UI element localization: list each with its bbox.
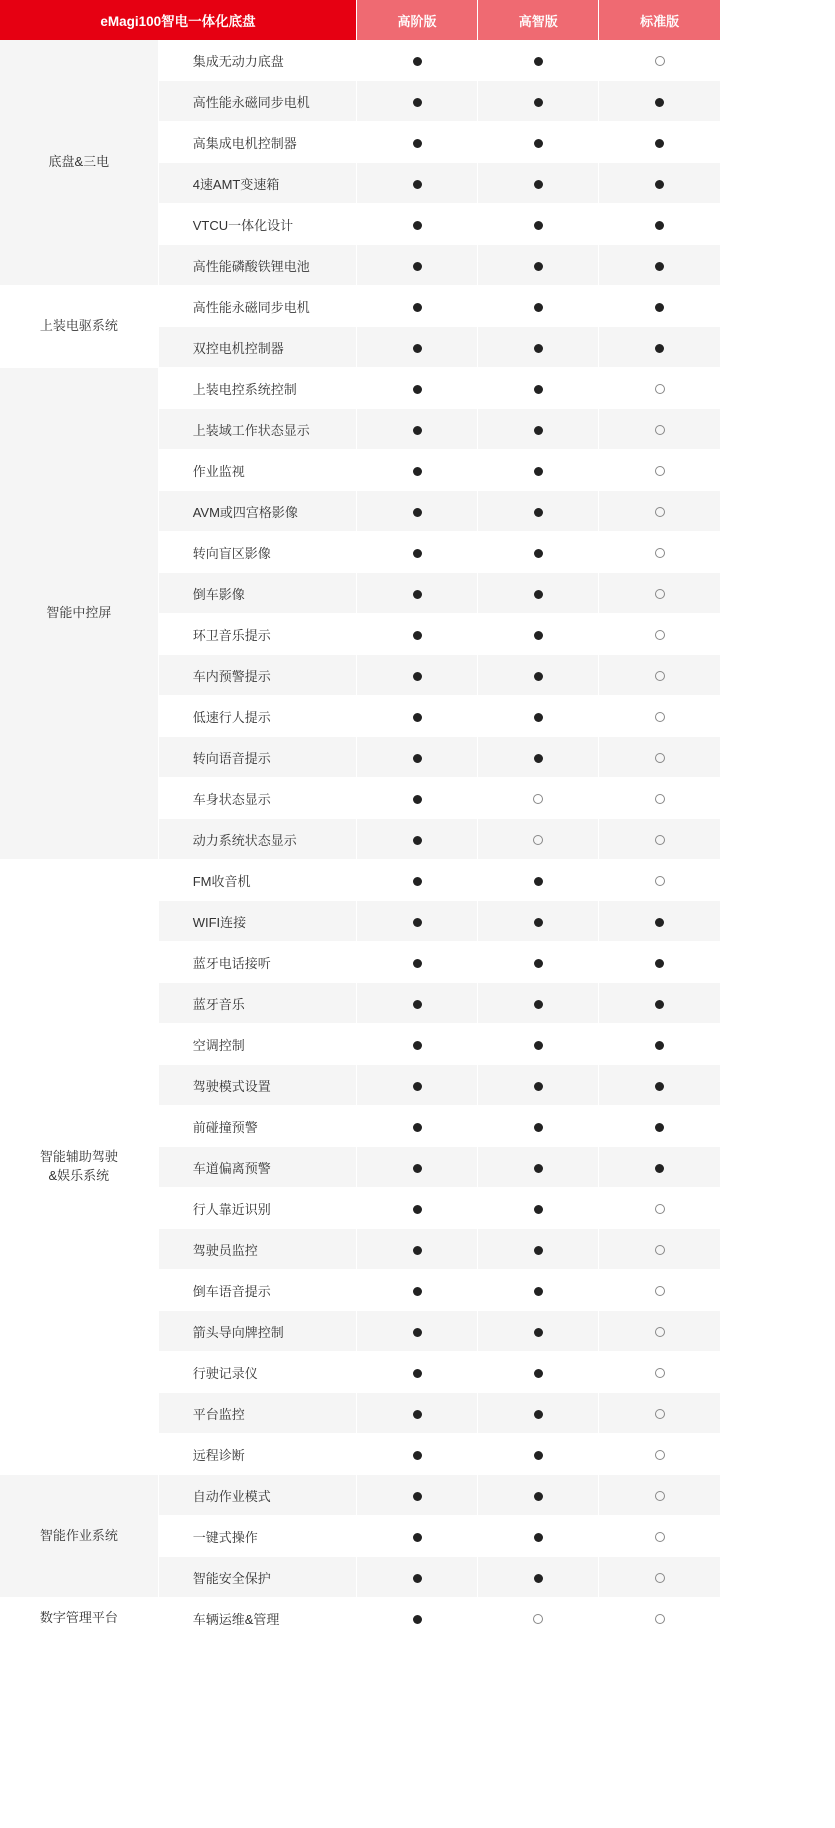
feature-label: 高性能永磁同步电机 — [158, 81, 356, 122]
optional-dot-icon — [655, 548, 665, 558]
availability-mark-3 — [599, 81, 720, 122]
standard-dot-icon — [534, 549, 543, 558]
feature-label: 自动作业模式 — [158, 1475, 356, 1516]
availability-mark-1 — [356, 1311, 477, 1352]
availability-mark-2 — [478, 368, 599, 409]
standard-dot-icon — [413, 1451, 422, 1460]
availability-mark-3 — [599, 1557, 720, 1598]
availability-mark-1 — [356, 245, 477, 286]
availability-mark-1 — [356, 1393, 477, 1434]
optional-dot-icon — [533, 794, 543, 804]
availability-mark-3 — [599, 1147, 720, 1188]
availability-mark-3 — [599, 163, 720, 204]
feature-label: 低速行人提示 — [158, 696, 356, 737]
standard-dot-icon — [534, 918, 543, 927]
feature-label: 驾驶模式设置 — [158, 1065, 356, 1106]
standard-dot-icon — [655, 1082, 664, 1091]
availability-mark-1 — [356, 163, 477, 204]
table-row — [0, 1598, 720, 1639]
standard-dot-icon — [413, 1369, 422, 1378]
standard-dot-icon — [655, 98, 664, 107]
feature-label: 行驶记录仪 — [158, 1352, 356, 1393]
availability-mark-2 — [478, 450, 599, 491]
standard-dot-icon — [413, 1574, 422, 1583]
availability-mark-2 — [478, 614, 599, 655]
availability-mark-3 — [599, 860, 720, 901]
optional-dot-icon — [655, 1286, 665, 1296]
availability-mark-1 — [356, 1147, 477, 1188]
standard-dot-icon — [413, 1287, 422, 1296]
availability-mark-3 — [599, 778, 720, 819]
feature-label: 智能安全保护 — [158, 1557, 356, 1598]
feature-label: 高性能磷酸铁锂电池 — [158, 245, 356, 286]
feature-label: 蓝牙音乐 — [158, 983, 356, 1024]
standard-dot-icon — [534, 1205, 543, 1214]
table-body — [0, 40, 720, 1639]
availability-mark-2 — [478, 737, 599, 778]
standard-dot-icon — [534, 385, 543, 394]
standard-dot-icon — [534, 1451, 543, 1460]
feature-label: 转向盲区影像 — [158, 532, 356, 573]
availability-mark-2 — [478, 532, 599, 573]
standard-dot-icon — [413, 754, 422, 763]
availability-mark-2 — [478, 1434, 599, 1475]
standard-dot-icon — [413, 1041, 422, 1050]
standard-dot-icon — [534, 631, 543, 640]
standard-dot-icon — [534, 467, 543, 476]
availability-mark-2 — [478, 778, 599, 819]
group-label: 智能中控屏 — [0, 368, 158, 860]
availability-mark-3 — [599, 327, 720, 368]
optional-dot-icon — [533, 1614, 543, 1624]
availability-mark-2 — [478, 1352, 599, 1393]
optional-dot-icon — [655, 712, 665, 722]
optional-dot-icon — [655, 1532, 665, 1542]
availability-mark-2 — [478, 1147, 599, 1188]
availability-mark-1 — [356, 491, 477, 532]
trim-column-header-2: 高智版 — [478, 0, 599, 40]
feature-label: FM收音机 — [158, 860, 356, 901]
availability-mark-1 — [356, 1024, 477, 1065]
availability-mark-1 — [356, 450, 477, 491]
availability-mark-3 — [599, 614, 720, 655]
feature-label: 作业监视 — [158, 450, 356, 491]
standard-dot-icon — [655, 139, 664, 148]
standard-dot-icon — [413, 221, 422, 230]
table-row — [0, 1475, 720, 1516]
feature-label: WIFI连接 — [158, 901, 356, 942]
optional-dot-icon — [655, 1573, 665, 1583]
availability-mark-2 — [478, 286, 599, 327]
availability-mark-2 — [478, 860, 599, 901]
standard-dot-icon — [413, 1000, 422, 1009]
availability-mark-1 — [356, 1270, 477, 1311]
availability-mark-2 — [478, 573, 599, 614]
feature-label: 远程诊断 — [158, 1434, 356, 1475]
availability-mark-3 — [599, 286, 720, 327]
availability-mark-1 — [356, 286, 477, 327]
feature-label: 环卫音乐提示 — [158, 614, 356, 655]
feature-label: 上装域工作状态显示 — [158, 409, 356, 450]
standard-dot-icon — [413, 467, 422, 476]
optional-dot-icon — [655, 1491, 665, 1501]
feature-label: 一键式操作 — [158, 1516, 356, 1557]
standard-dot-icon — [413, 590, 422, 599]
availability-mark-1 — [356, 1557, 477, 1598]
feature-label: 车辆运维&管理 — [158, 1598, 356, 1639]
availability-mark-1 — [356, 983, 477, 1024]
feature-label: 车内预警提示 — [158, 655, 356, 696]
availability-mark-2 — [478, 1475, 599, 1516]
standard-dot-icon — [413, 385, 422, 394]
standard-dot-icon — [413, 180, 422, 189]
standard-dot-icon — [534, 1410, 543, 1419]
optional-dot-icon — [655, 589, 665, 599]
availability-mark-3 — [599, 573, 720, 614]
availability-mark-1 — [356, 1475, 477, 1516]
optional-dot-icon — [655, 384, 665, 394]
availability-mark-2 — [478, 1598, 599, 1639]
optional-dot-icon — [655, 1245, 665, 1255]
availability-mark-3 — [599, 40, 720, 81]
availability-mark-3 — [599, 204, 720, 245]
standard-dot-icon — [534, 1000, 543, 1009]
availability-mark-1 — [356, 409, 477, 450]
availability-mark-2 — [478, 1516, 599, 1557]
availability-mark-2 — [478, 1229, 599, 1270]
standard-dot-icon — [655, 959, 664, 968]
standard-dot-icon — [413, 1123, 422, 1132]
availability-mark-1 — [356, 819, 477, 860]
availability-mark-2 — [478, 163, 599, 204]
availability-mark-2 — [478, 1188, 599, 1229]
availability-mark-3 — [599, 819, 720, 860]
feature-label: 车身状态显示 — [158, 778, 356, 819]
standard-dot-icon — [534, 1041, 543, 1050]
standard-dot-icon — [534, 139, 543, 148]
standard-dot-icon — [534, 1369, 543, 1378]
optional-dot-icon — [655, 466, 665, 476]
standard-dot-icon — [655, 262, 664, 271]
standard-dot-icon — [413, 836, 422, 845]
table-row — [0, 286, 720, 327]
feature-label: 倒车语音提示 — [158, 1270, 356, 1311]
availability-mark-1 — [356, 532, 477, 573]
optional-dot-icon — [655, 1327, 665, 1337]
availability-mark-1 — [356, 696, 477, 737]
feature-label: 蓝牙电话接听 — [158, 942, 356, 983]
availability-mark-3 — [599, 1352, 720, 1393]
availability-mark-2 — [478, 655, 599, 696]
standard-dot-icon — [655, 1164, 664, 1173]
availability-mark-3 — [599, 696, 720, 737]
availability-mark-1 — [356, 327, 477, 368]
table-row — [0, 40, 720, 81]
table-row — [0, 368, 720, 409]
optional-dot-icon — [655, 630, 665, 640]
availability-mark-1 — [356, 204, 477, 245]
availability-mark-3 — [599, 983, 720, 1024]
optional-dot-icon — [655, 835, 665, 845]
availability-mark-1 — [356, 1598, 477, 1639]
optional-dot-icon — [655, 1450, 665, 1460]
availability-mark-2 — [478, 696, 599, 737]
availability-mark-2 — [478, 983, 599, 1024]
standard-dot-icon — [534, 221, 543, 230]
availability-mark-3 — [599, 655, 720, 696]
standard-dot-icon — [413, 262, 422, 271]
availability-mark-3 — [599, 1434, 720, 1475]
availability-mark-3 — [599, 737, 720, 778]
availability-mark-2 — [478, 204, 599, 245]
feature-label: 双控电机控制器 — [158, 327, 356, 368]
feature-label: 转向语音提示 — [158, 737, 356, 778]
optional-dot-icon — [533, 835, 543, 845]
standard-dot-icon — [534, 713, 543, 722]
optional-dot-icon — [655, 671, 665, 681]
availability-mark-3 — [599, 1106, 720, 1147]
standard-dot-icon — [534, 590, 543, 599]
standard-dot-icon — [534, 754, 543, 763]
availability-mark-2 — [478, 1024, 599, 1065]
optional-dot-icon — [655, 1614, 665, 1624]
availability-mark-3 — [599, 245, 720, 286]
standard-dot-icon — [534, 1246, 543, 1255]
standard-dot-icon — [534, 262, 543, 271]
availability-mark-1 — [356, 1516, 477, 1557]
group-label: 智能作业系统 — [0, 1475, 158, 1598]
standard-dot-icon — [534, 426, 543, 435]
standard-dot-icon — [413, 918, 422, 927]
availability-mark-3 — [599, 532, 720, 573]
availability-mark-3 — [599, 1065, 720, 1106]
standard-dot-icon — [413, 1410, 422, 1419]
standard-dot-icon — [655, 344, 664, 353]
availability-mark-3 — [599, 1475, 720, 1516]
standard-dot-icon — [655, 221, 664, 230]
availability-mark-1 — [356, 1188, 477, 1229]
standard-dot-icon — [534, 1164, 543, 1173]
availability-mark-1 — [356, 40, 477, 81]
table-title: eMagi100智电一体化底盘 — [0, 0, 356, 40]
standard-dot-icon — [534, 959, 543, 968]
table-header — [0, 0, 720, 40]
availability-mark-1 — [356, 1065, 477, 1106]
standard-dot-icon — [413, 1205, 422, 1214]
availability-mark-1 — [356, 901, 477, 942]
availability-mark-3 — [599, 942, 720, 983]
standard-dot-icon — [534, 303, 543, 312]
standard-dot-icon — [413, 426, 422, 435]
standard-dot-icon — [534, 1574, 543, 1583]
group-label: 数字管理平台 — [0, 1598, 158, 1639]
standard-dot-icon — [413, 877, 422, 886]
optional-dot-icon — [655, 794, 665, 804]
group-label: 智能辅助驾驶 &娱乐系统 — [0, 860, 158, 1475]
trim-column-header-3: 标准版 — [599, 0, 720, 40]
availability-mark-1 — [356, 778, 477, 819]
feature-label: 高集成电机控制器 — [158, 122, 356, 163]
availability-mark-3 — [599, 368, 720, 409]
availability-mark-1 — [356, 942, 477, 983]
standard-dot-icon — [655, 1041, 664, 1050]
availability-mark-3 — [599, 409, 720, 450]
availability-mark-3 — [599, 901, 720, 942]
availability-mark-3 — [599, 1311, 720, 1352]
availability-mark-2 — [478, 491, 599, 532]
standard-dot-icon — [413, 344, 422, 353]
standard-dot-icon — [534, 1328, 543, 1337]
availability-mark-3 — [599, 1024, 720, 1065]
optional-dot-icon — [655, 876, 665, 886]
availability-mark-2 — [478, 1270, 599, 1311]
availability-mark-1 — [356, 368, 477, 409]
availability-mark-1 — [356, 737, 477, 778]
standard-dot-icon — [413, 795, 422, 804]
availability-mark-1 — [356, 1434, 477, 1475]
availability-mark-2 — [478, 1557, 599, 1598]
group-label: 上装电驱系统 — [0, 286, 158, 368]
standard-dot-icon — [413, 631, 422, 640]
availability-mark-2 — [478, 819, 599, 860]
availability-mark-2 — [478, 81, 599, 122]
availability-mark-2 — [478, 1311, 599, 1352]
standard-dot-icon — [534, 672, 543, 681]
feature-label: AVM或四宫格影像 — [158, 491, 356, 532]
feature-label: 4速AMT变速箱 — [158, 163, 356, 204]
feature-label: 动力系统状态显示 — [158, 819, 356, 860]
availability-mark-1 — [356, 614, 477, 655]
availability-mark-2 — [478, 245, 599, 286]
availability-mark-1 — [356, 81, 477, 122]
optional-dot-icon — [655, 425, 665, 435]
feature-label: 行人靠近识别 — [158, 1188, 356, 1229]
availability-mark-3 — [599, 450, 720, 491]
standard-dot-icon — [534, 344, 543, 353]
feature-label: 驾驶员监控 — [158, 1229, 356, 1270]
availability-mark-2 — [478, 409, 599, 450]
availability-mark-2 — [478, 122, 599, 163]
availability-mark-3 — [599, 491, 720, 532]
standard-dot-icon — [413, 1615, 422, 1624]
availability-mark-1 — [356, 122, 477, 163]
standard-dot-icon — [534, 1287, 543, 1296]
header-row — [0, 0, 720, 40]
standard-dot-icon — [534, 180, 543, 189]
feature-label: 高性能永磁同步电机 — [158, 286, 356, 327]
feature-label: 空调控制 — [158, 1024, 356, 1065]
availability-mark-2 — [478, 1065, 599, 1106]
standard-dot-icon — [655, 1000, 664, 1009]
standard-dot-icon — [413, 549, 422, 558]
standard-dot-icon — [413, 713, 422, 722]
optional-dot-icon — [655, 1409, 665, 1419]
standard-dot-icon — [534, 1533, 543, 1542]
availability-mark-3 — [599, 1188, 720, 1229]
standard-dot-icon — [655, 918, 664, 927]
optional-dot-icon — [655, 753, 665, 763]
trim-column-header-1: 高阶版 — [356, 0, 477, 40]
feature-label: 上装电控系统控制 — [158, 368, 356, 409]
availability-mark-2 — [478, 327, 599, 368]
standard-dot-icon — [413, 98, 422, 107]
feature-label: 平台监控 — [158, 1393, 356, 1434]
feature-label: 前碰撞预警 — [158, 1106, 356, 1147]
standard-dot-icon — [534, 508, 543, 517]
availability-mark-2 — [478, 901, 599, 942]
feature-label: 倒车影像 — [158, 573, 356, 614]
feature-label: 集成无动力底盘 — [158, 40, 356, 81]
standard-dot-icon — [534, 877, 543, 886]
feature-label: VTCU一体化设计 — [158, 204, 356, 245]
standard-dot-icon — [655, 303, 664, 312]
feature-label: 车道偏离预警 — [158, 1147, 356, 1188]
standard-dot-icon — [413, 1328, 422, 1337]
table-row — [0, 860, 720, 901]
standard-dot-icon — [413, 1082, 422, 1091]
standard-dot-icon — [413, 139, 422, 148]
availability-mark-2 — [478, 1393, 599, 1434]
availability-mark-1 — [356, 1352, 477, 1393]
availability-mark-2 — [478, 942, 599, 983]
standard-dot-icon — [534, 98, 543, 107]
availability-mark-1 — [356, 1229, 477, 1270]
availability-mark-3 — [599, 122, 720, 163]
standard-dot-icon — [413, 1246, 422, 1255]
standard-dot-icon — [534, 1123, 543, 1132]
availability-mark-3 — [599, 1270, 720, 1311]
availability-mark-3 — [599, 1229, 720, 1270]
availability-mark-2 — [478, 40, 599, 81]
optional-dot-icon — [655, 1368, 665, 1378]
availability-mark-2 — [478, 1106, 599, 1147]
standard-dot-icon — [413, 303, 422, 312]
availability-mark-3 — [599, 1598, 720, 1639]
standard-dot-icon — [534, 57, 543, 66]
availability-mark-3 — [599, 1516, 720, 1557]
standard-dot-icon — [655, 1123, 664, 1132]
standard-dot-icon — [413, 672, 422, 681]
standard-dot-icon — [413, 1492, 422, 1501]
availability-mark-1 — [356, 655, 477, 696]
availability-mark-1 — [356, 1106, 477, 1147]
optional-dot-icon — [655, 56, 665, 66]
standard-dot-icon — [413, 57, 422, 66]
standard-dot-icon — [413, 508, 422, 517]
availability-mark-1 — [356, 860, 477, 901]
standard-dot-icon — [413, 1164, 422, 1173]
availability-mark-1 — [356, 573, 477, 614]
optional-dot-icon — [655, 507, 665, 517]
feature-label: 箭头导向牌控制 — [158, 1311, 356, 1352]
standard-dot-icon — [534, 1082, 543, 1091]
standard-dot-icon — [534, 1492, 543, 1501]
group-label: 底盘&三电 — [0, 40, 158, 286]
availability-mark-3 — [599, 1393, 720, 1434]
optional-dot-icon — [655, 1204, 665, 1214]
standard-dot-icon — [413, 959, 422, 968]
standard-dot-icon — [655, 180, 664, 189]
standard-dot-icon — [413, 1533, 422, 1542]
